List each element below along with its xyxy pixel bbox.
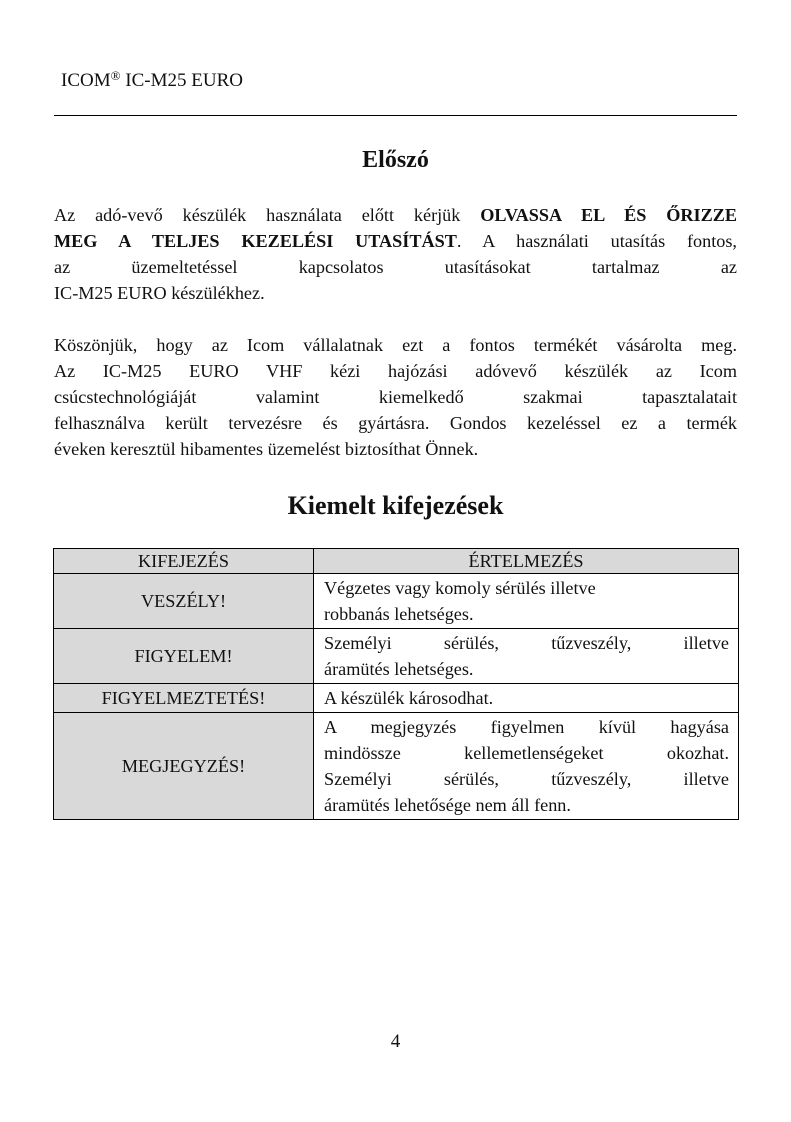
- term-cell: FIGYELMEZTETÉS!: [54, 684, 314, 713]
- foreword-title: Előszó: [362, 147, 429, 173]
- term-cell: MEGJEGYZÉS!: [54, 713, 314, 820]
- meaning-line: Személyi sérülés, tűzveszély, illetve: [324, 769, 729, 789]
- foreword-paragraph-2: [54, 332, 737, 462]
- paragraph-line: Köszönjük, hogy az Icom vállalatnak ezt a fontos termékét vásárolta meg.: [54, 335, 737, 355]
- term-cell: FIGYELEM!: [54, 629, 314, 684]
- bold-instruction-part2: MEG A TELJES KEZELÉSI UTASÍTÁST: [54, 231, 457, 251]
- page-number: 4: [390, 1031, 401, 1052]
- term-cell: VESZÉLY!: [54, 574, 314, 629]
- meaning-cell: [314, 684, 739, 713]
- bold-instruction-part1: OLVASSA EL ÉS ŐRIZZE: [480, 205, 737, 225]
- paragraph-line: MEG A TELJES KEZELÉSI UTASÍTÁST. A használati utasítás fontos,: [54, 231, 737, 251]
- header-brand: ICOM: [61, 70, 111, 91]
- table-row: [54, 574, 739, 629]
- meaning-line: Személyi sérülés, tűzveszély, illetve: [324, 633, 729, 653]
- meaning-cell: [314, 713, 739, 820]
- meaning-line: áramütés lehetséges.: [324, 659, 474, 679]
- paragraph-line: IC-M25 EURO készülékhez.: [54, 283, 265, 303]
- header-model: IC-M25 EURO: [120, 70, 243, 91]
- meaning-cell: [314, 629, 739, 684]
- paragraph-line: Az adó-vevő készülék használata előtt kérjük OLVASSA EL ÉS ŐRIZZE: [54, 205, 737, 225]
- table-row: [54, 713, 739, 820]
- terms-title: Kiemelt kifejezések: [287, 491, 504, 520]
- running-header: [61, 70, 243, 92]
- meaning-line: robbanás lehetséges.: [324, 604, 474, 624]
- foreword-paragraph-1: [54, 202, 737, 306]
- meaning-line: mindössze kellemetlenségeket okozhat.: [324, 743, 729, 763]
- header-meaning: ÉRTELMEZÉS: [314, 549, 739, 574]
- meaning-line: Végzetes vagy komoly sérülés illetve: [324, 578, 596, 598]
- meaning-line: áramütés lehetősége nem áll fenn.: [324, 795, 571, 815]
- paragraph-line: csúcstechnológiáját valamint kiemelkedő szakmai tapasztalatait: [54, 387, 737, 407]
- paragraph-line: Az IC-M25 EURO VHF kézi hajózási adóvevő készülék az Icom: [54, 361, 737, 381]
- table-row: [54, 684, 739, 713]
- meaning-line: A készülék károsodhat.: [324, 688, 494, 708]
- meaning-line: A megjegyzés figyelmen kívül hagyása: [324, 717, 729, 737]
- header-divider: [54, 115, 737, 116]
- header-term: KIFEJEZÉS: [54, 549, 314, 574]
- meaning-cell: [314, 574, 739, 629]
- paragraph-line: az üzemeltetéssel kapcsolatos utasításokat tartalmaz az: [54, 257, 737, 277]
- paragraph-line: éveken keresztül hibamentes üzemelést biztosíthat Önnek.: [54, 439, 479, 459]
- table-header-row: [54, 549, 739, 574]
- registered-mark: ®: [110, 68, 121, 83]
- terms-table: [53, 548, 739, 820]
- table-row: [54, 629, 739, 684]
- paragraph-line: felhasználva került tervezésre és gyártásra. Gondos kezeléssel ez a termék: [54, 413, 737, 433]
